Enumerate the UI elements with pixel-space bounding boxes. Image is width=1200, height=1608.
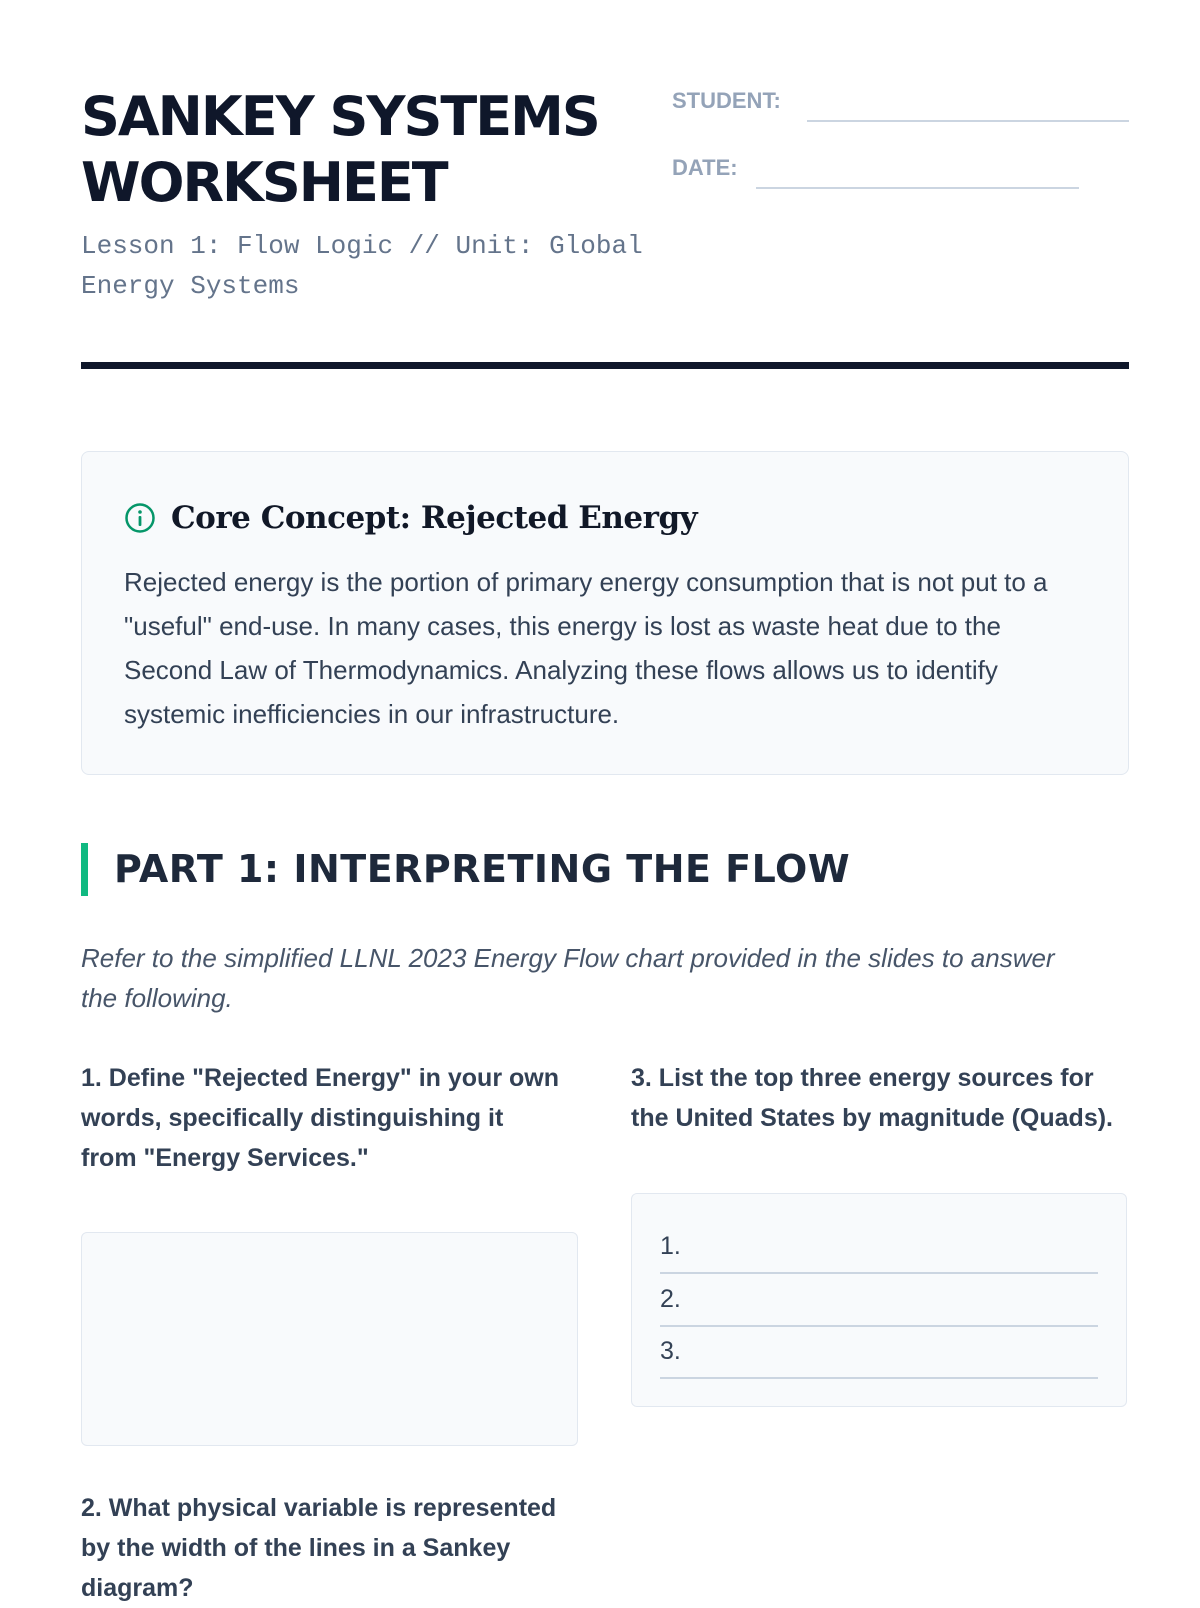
part-intro: Refer to the simplified LLNL 2023 Energy Flow chart provided in the slides to answer the following.: [81, 943, 1055, 1013]
part-accent-bar: [81, 843, 88, 896]
worksheet-title: SANKEY SYSTEMS WORKSHEET: [81, 85, 599, 214]
concept-body: Rejected energy is the portion of primary energy consumption that is not put to a "useful" end-use. In many cases, this energy is lost as waste heat due to the Second Law of Thermodynamics. Analyzing these flows allows us to identify systemic inefficiencies in our infrastructure.: [124, 567, 1048, 729]
list-number: 3.: [660, 1337, 681, 1365]
date-label: DATE:: [672, 155, 738, 180]
concept-title: Core Concept: Rejected Energy: [171, 500, 698, 536]
answer-line-2[interactable]: [660, 1273, 1098, 1327]
answer-box-1[interactable]: [81, 1232, 578, 1446]
date-line[interactable]: [756, 187, 1079, 189]
question-2: 2. What physical variable is represented by the width of the lines in a Sankey diagram?: [81, 1494, 557, 1602]
worksheet-header: [81, 80, 1129, 370]
list-number: 1.: [660, 1232, 681, 1260]
student-label: STUDENT:: [672, 88, 781, 113]
part-heading: PART 1: INTERPRETING THE FLOW: [114, 847, 851, 891]
answer-list-3: [631, 1193, 1127, 1407]
answer-line-1[interactable]: [660, 1220, 1098, 1274]
student-line[interactable]: [807, 120, 1129, 122]
question-1: 1. Define "Rejected Energy" in your own words, specifically distinguishing it from "Energy Services.": [81, 1064, 559, 1172]
date-field[interactable]: [672, 153, 1079, 193]
lesson-subtitle: Lesson 1: Flow Logic // Unit: Global Energy Systems: [81, 231, 643, 301]
list-number: 2.: [660, 1285, 681, 1313]
question-3: 3. List the top three energy sources for the United States by magnitude (Quads).: [631, 1064, 1113, 1132]
student-field[interactable]: [672, 86, 1129, 126]
core-concept-box: [81, 451, 1129, 775]
answer-line-3[interactable]: [660, 1325, 1098, 1379]
info-icon: [124, 502, 156, 534]
header-divider: [81, 362, 1129, 369]
